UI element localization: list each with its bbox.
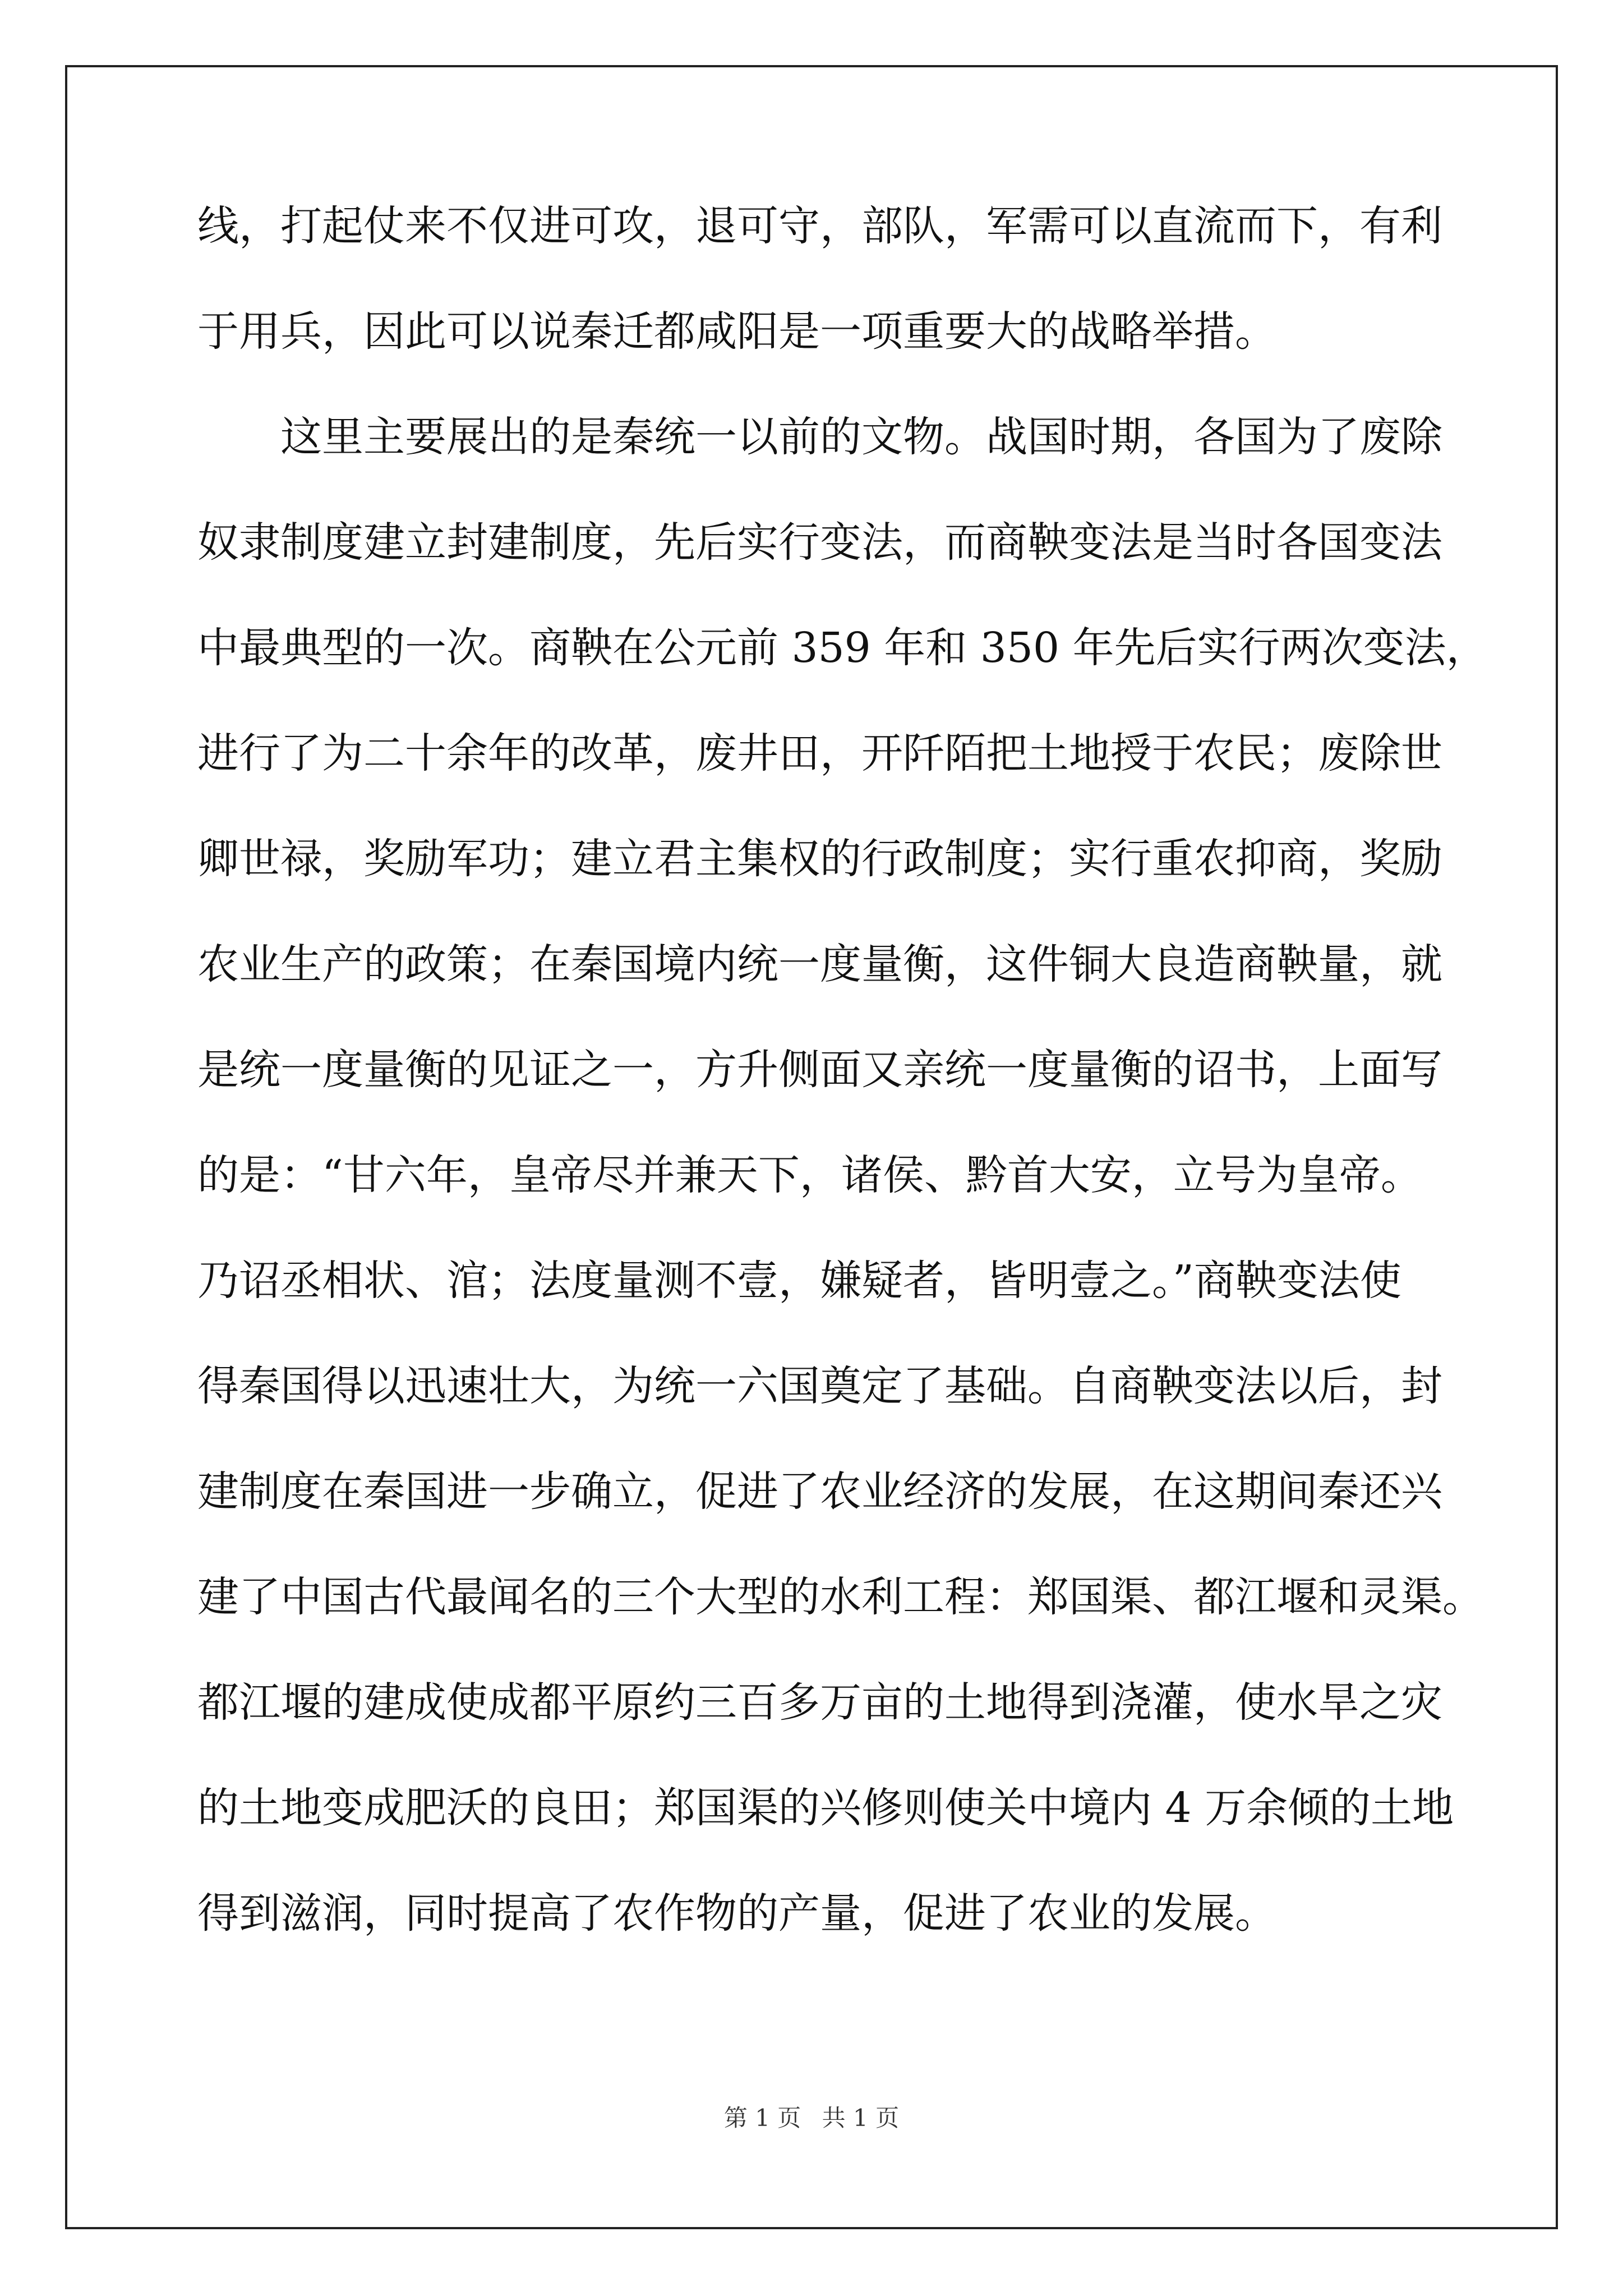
text-line: 奴隶制度建立封建制度，先后实行变法，而商鞅变法是当时各国变法 (197, 518, 1442, 567)
text-line: 线，打起仗来不仅进可攻，退可守，部队，军需可以直流而下，有利 (197, 202, 1442, 250)
text-line: 是统一度量衡的见证之一，方升侧面又亲统一度量衡的诏书，上面写 (197, 1046, 1442, 1094)
text-line: 得秦国得以迅速壮大，为统一六国奠定了基础。自商鞅变法以后，封 (197, 1362, 1442, 1410)
text-line: 中最典型的一次。商鞅在公元前 359 年和 350 年先后实行两次变法， (197, 624, 1488, 672)
text-line: 都江堰的建成使成都平原约三百多万亩的土地得到浇灌，使水旱之灾 (197, 1678, 1442, 1727)
text-line: 卿世禄，奖励军功；建立君主集权的行政制度；实行重农抑商，奖励 (197, 835, 1442, 883)
text-line: 的是：“甘六年，皇帝尽并兼天下，诸侯、黔首大安，立号为皇帝。 (197, 1151, 1422, 1199)
page-total: 共 1 页 (822, 2104, 900, 2132)
text-line: 进行了为二十余年的改革，废井田，开阡陌把土地授于农民；废除世 (197, 729, 1442, 777)
text-line: 建了中国古代最闻名的三个大型的水利工程：郑国渠、都江堰和灵渠。 (197, 1573, 1484, 1621)
text-line: 建制度在秦国进一步确立，促进了农业经济的发展，在这期间秦还兴 (197, 1467, 1442, 1516)
text-line: 的土地变成肥沃的良田；郑国渠的兴修则使关中境内 4 万余倾的土地 (197, 1784, 1454, 1832)
text-line: 这里主要展出的是秦统一以前的文物。战国时期，各国为了废除 (197, 413, 1442, 461)
text-line: 乃诏丞相状、涫；法度量测不壹，嫌疑者，皆明壹之。”商鞅变法使 (197, 1257, 1401, 1305)
text-line: 得到滋润，同时提高了农作物的产量，促进了农业的发展。 (197, 1889, 1276, 1938)
document-body (197, 200, 1488, 1993)
page-number: 第 1 页 (723, 2104, 801, 2132)
page-footer (0, 2104, 1623, 2133)
text-line: 于用兵，因此可以说秦迁都咸阳是一项重要大的战略举措。 (197, 307, 1276, 356)
text-line: 农业生产的政策；在秦国境内统一度量衡，这件铜大良造商鞅量，就 (197, 940, 1442, 988)
